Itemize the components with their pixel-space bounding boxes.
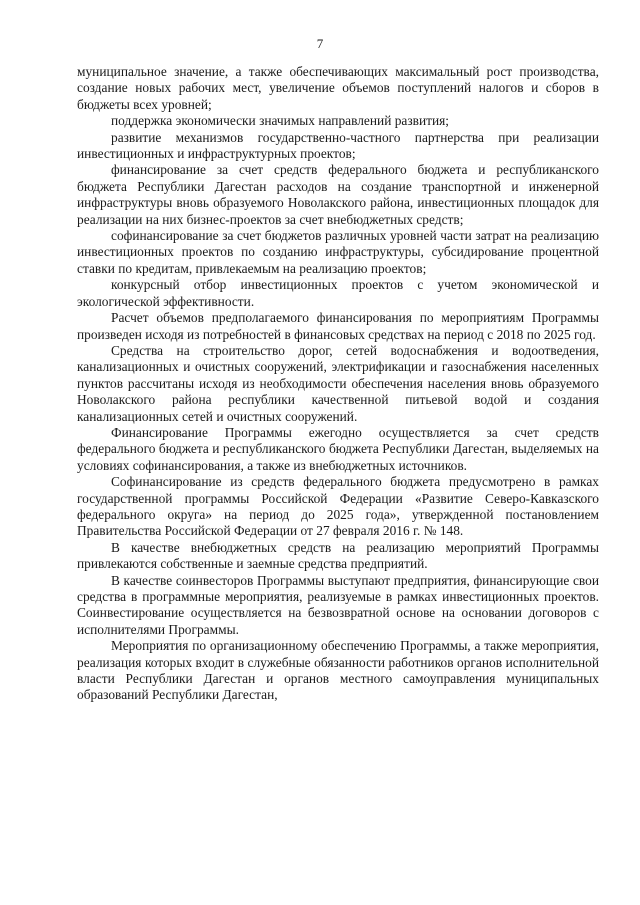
paragraph: В качестве соинвесторов Программы выступают предприятия, финансирующие свои средства в программные мероприятия, реализуемые в рамках инвестиционных проектов. Соинвестирование осуществляется на безвозвратной основе на основании договоров с исполнителями Программы. — [77, 572, 599, 637]
paragraph: финансирование за счет средств федерального бюджета и республиканского бюджета Республики Дагестан расходов на создание транспортной и инженерной инфраструктуры вновь образуемого Новолакского района, инвестиционных площадок для реализации на них бизнес-проектов за счет внебюджетных средств; — [77, 162, 599, 227]
body-text — [77, 64, 599, 704]
paragraph: Средства на строительство дорог, сетей водоснабжения и водоотведения, канализационных и очистных сооружений, электрификации и газоснабжения населенных пунктов рассчитаны исходя из необходимости обеспечения населения вновь образуемого Новолакского района республики качественной питьевой водой и создания канализационных сетей и очистных сооружений. — [77, 342, 599, 424]
paragraph: Мероприятия по организационному обеспечению Программы, а также мероприятия, реализация которых входит в служебные обязанности работников органов исполнительной власти Республики Дагестан и органов местного самоуправления муниципальных образований Республики Дагестан, — [77, 638, 599, 703]
paragraph: Финансирование Программы ежегодно осуществляется за счет средств федерального бюджета и республиканского бюджета Республики Дагестан, выделяемых на условиях софинансирования, а также из внебюджетных источников. — [77, 424, 599, 473]
page-number: 7 — [316, 36, 324, 51]
paragraph: В качестве внебюджетных средств на реализацию мероприятий Программы привлекаются собственные и заемные средства предприятий. — [77, 539, 599, 572]
paragraph: Расчет объемов предполагаемого финансирования по мероприятиям Программы произведен исходя из потребностей в финансовых средствах на период с 2018 по 2025 год. — [77, 310, 599, 342]
paragraph: Софинансирование из средств федерального бюджета предусмотрено в рамках государственной программы Российской Федерации «Развитие Северо-Кавказского федерального округа» на период до 2025 года», утвержденной постановлением Правительства Российской Федерации от 27 февраля 2016 г. № 148. — [77, 474, 599, 539]
paragraph: поддержка экономически значимых направлений развития; — [111, 113, 450, 129]
paragraph-continuation: муниципальное значение, а также обеспечивающих максимальный рост производства, создание новых рабочих мест, увеличение объемов поступлений налогов и сборов в бюджеты всех уровней; — [77, 64, 599, 112]
paragraph: конкурсный отбор инвестиционных проектов с учетом экономической и экологической эффективности. — [77, 277, 599, 309]
paragraph: софинансирование за счет бюджетов различных уровней части затрат на реализацию инвестиционных проектов по созданию инфраструктуры, субсидирование процентной ставки по кредитам, привлекаемым на реализацию проектов; — [77, 228, 599, 276]
paragraph: развитие механизмов государственно-частного партнерства при реализации инвестиционных и инфраструктурных проектов; — [77, 129, 599, 162]
